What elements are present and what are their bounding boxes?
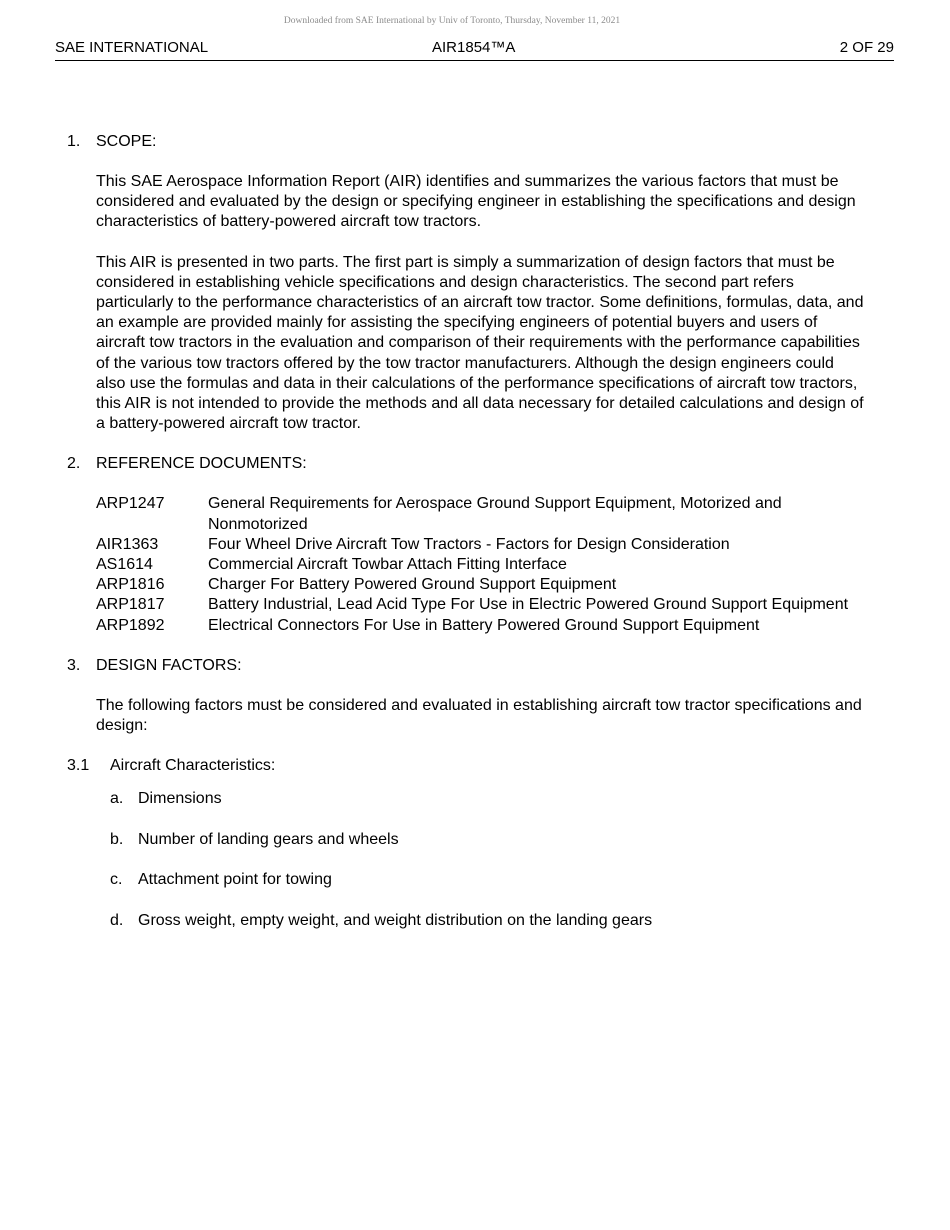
list-text: Gross weight, empty weight, and weight distribution on the landing gears [138, 912, 653, 930]
design-paragraph: The following factors must be considered and evaluated in establishing aircraft tow tractor specifications and design: [96, 696, 862, 735]
subsection-number: 3.1 [67, 757, 90, 775]
page-header [55, 38, 894, 61]
list-item [110, 911, 867, 931]
section-title: DESIGN FACTORS: [96, 656, 242, 674]
scope-paragraph-2: This AIR is presented in two parts. The first part is simply a summarization of design factors that must be considered in establishing vehicle specifications and design characteristics. The second part refers particularly to the performance characteristics of an aircraft tow tractor. Some definitions, formulas, data, and an example are provided mainly for assisting the specifying engineers of potential buyers and users of aircraft tow tractors in the evaluation and comparison of their requirements with the performance capabilities of the various tow tractors offered by the tow tractor manufacturers. Although the design engineers could also use the formulas and data in their calculations of the performance specifications of aircraft tow tractors, this AIR is not intended to provide the methods and all data necessary for detailed calculations and design of a battery-powered aircraft tow tractor. [96, 253, 864, 433]
reference-item [96, 575, 856, 595]
list-text: Attachment point for towing [138, 871, 332, 889]
list-text: Dimensions [138, 790, 222, 808]
reference-list [96, 494, 856, 635]
header-org: SAE INTERNATIONAL [55, 39, 209, 56]
header-page-number: 2 OF 29 [839, 39, 894, 56]
reference-title: Electrical Connectors For Use in Battery Powered Ground Support Equipment [208, 616, 760, 634]
list-letter: d. [110, 912, 124, 930]
section-design-heading [67, 656, 867, 676]
subsection-aircraft-heading [67, 756, 867, 776]
reference-item [96, 494, 856, 534]
section-scope-heading [67, 132, 867, 152]
reference-item [96, 616, 856, 636]
reference-title: General Requirements for Aerospace Ground Support Equipment, Motorized and Nonmotorized [208, 495, 782, 533]
subsection-title: Aircraft Characteristics: [110, 757, 276, 775]
document-body [67, 132, 867, 931]
reference-title: Battery Industrial, Lead Acid Type For Use in Electric Powered Ground Support Equipment [208, 596, 849, 614]
scope-paragraph-1: This SAE Aerospace Information Report (AIR) identifies and summarizes the various factors that must be considered and evaluated by the design or specifying engineer in establishing the specifications and design characteristics of battery-powered aircraft tow tractors. [96, 173, 856, 231]
reference-title: Charger For Battery Powered Ground Support Equipment [208, 576, 617, 594]
reference-code: ARP1247 [96, 495, 165, 513]
section-number: 1. [67, 133, 81, 150]
reference-code: ARP1817 [96, 596, 165, 614]
section-references-heading [67, 454, 867, 474]
section-number: 2. [67, 455, 81, 473]
reference-item [96, 555, 856, 575]
section-title: SCOPE: [96, 133, 157, 150]
reference-title: Four Wheel Drive Aircraft Tow Tractors - Factors for Design Consideration [208, 535, 730, 553]
list-letter: c. [110, 871, 123, 889]
list-item [110, 830, 867, 850]
section-number: 3. [67, 656, 81, 674]
list-text: Number of landing gears and wheels [138, 831, 399, 849]
reference-item [96, 595, 856, 615]
reference-title: Commercial Aircraft Towbar Attach Fitting Interface [208, 556, 567, 574]
reference-code: ARP1816 [96, 576, 165, 594]
reference-code: AS1614 [96, 556, 153, 574]
list-item [110, 789, 867, 809]
download-watermark: Downloaded from SAE International by Univ of Toronto, Thursday, November 11, 2021 [283, 16, 621, 26]
list-item [110, 870, 867, 890]
list-letter: a. [110, 790, 124, 808]
header-doc-id: AIR1854™A [432, 39, 516, 56]
reference-code: ARP1892 [96, 616, 165, 634]
list-letter: b. [110, 831, 124, 849]
section-title: REFERENCE DOCUMENTS: [96, 455, 307, 473]
reference-item [96, 535, 856, 555]
reference-code: AIR1363 [96, 535, 159, 553]
